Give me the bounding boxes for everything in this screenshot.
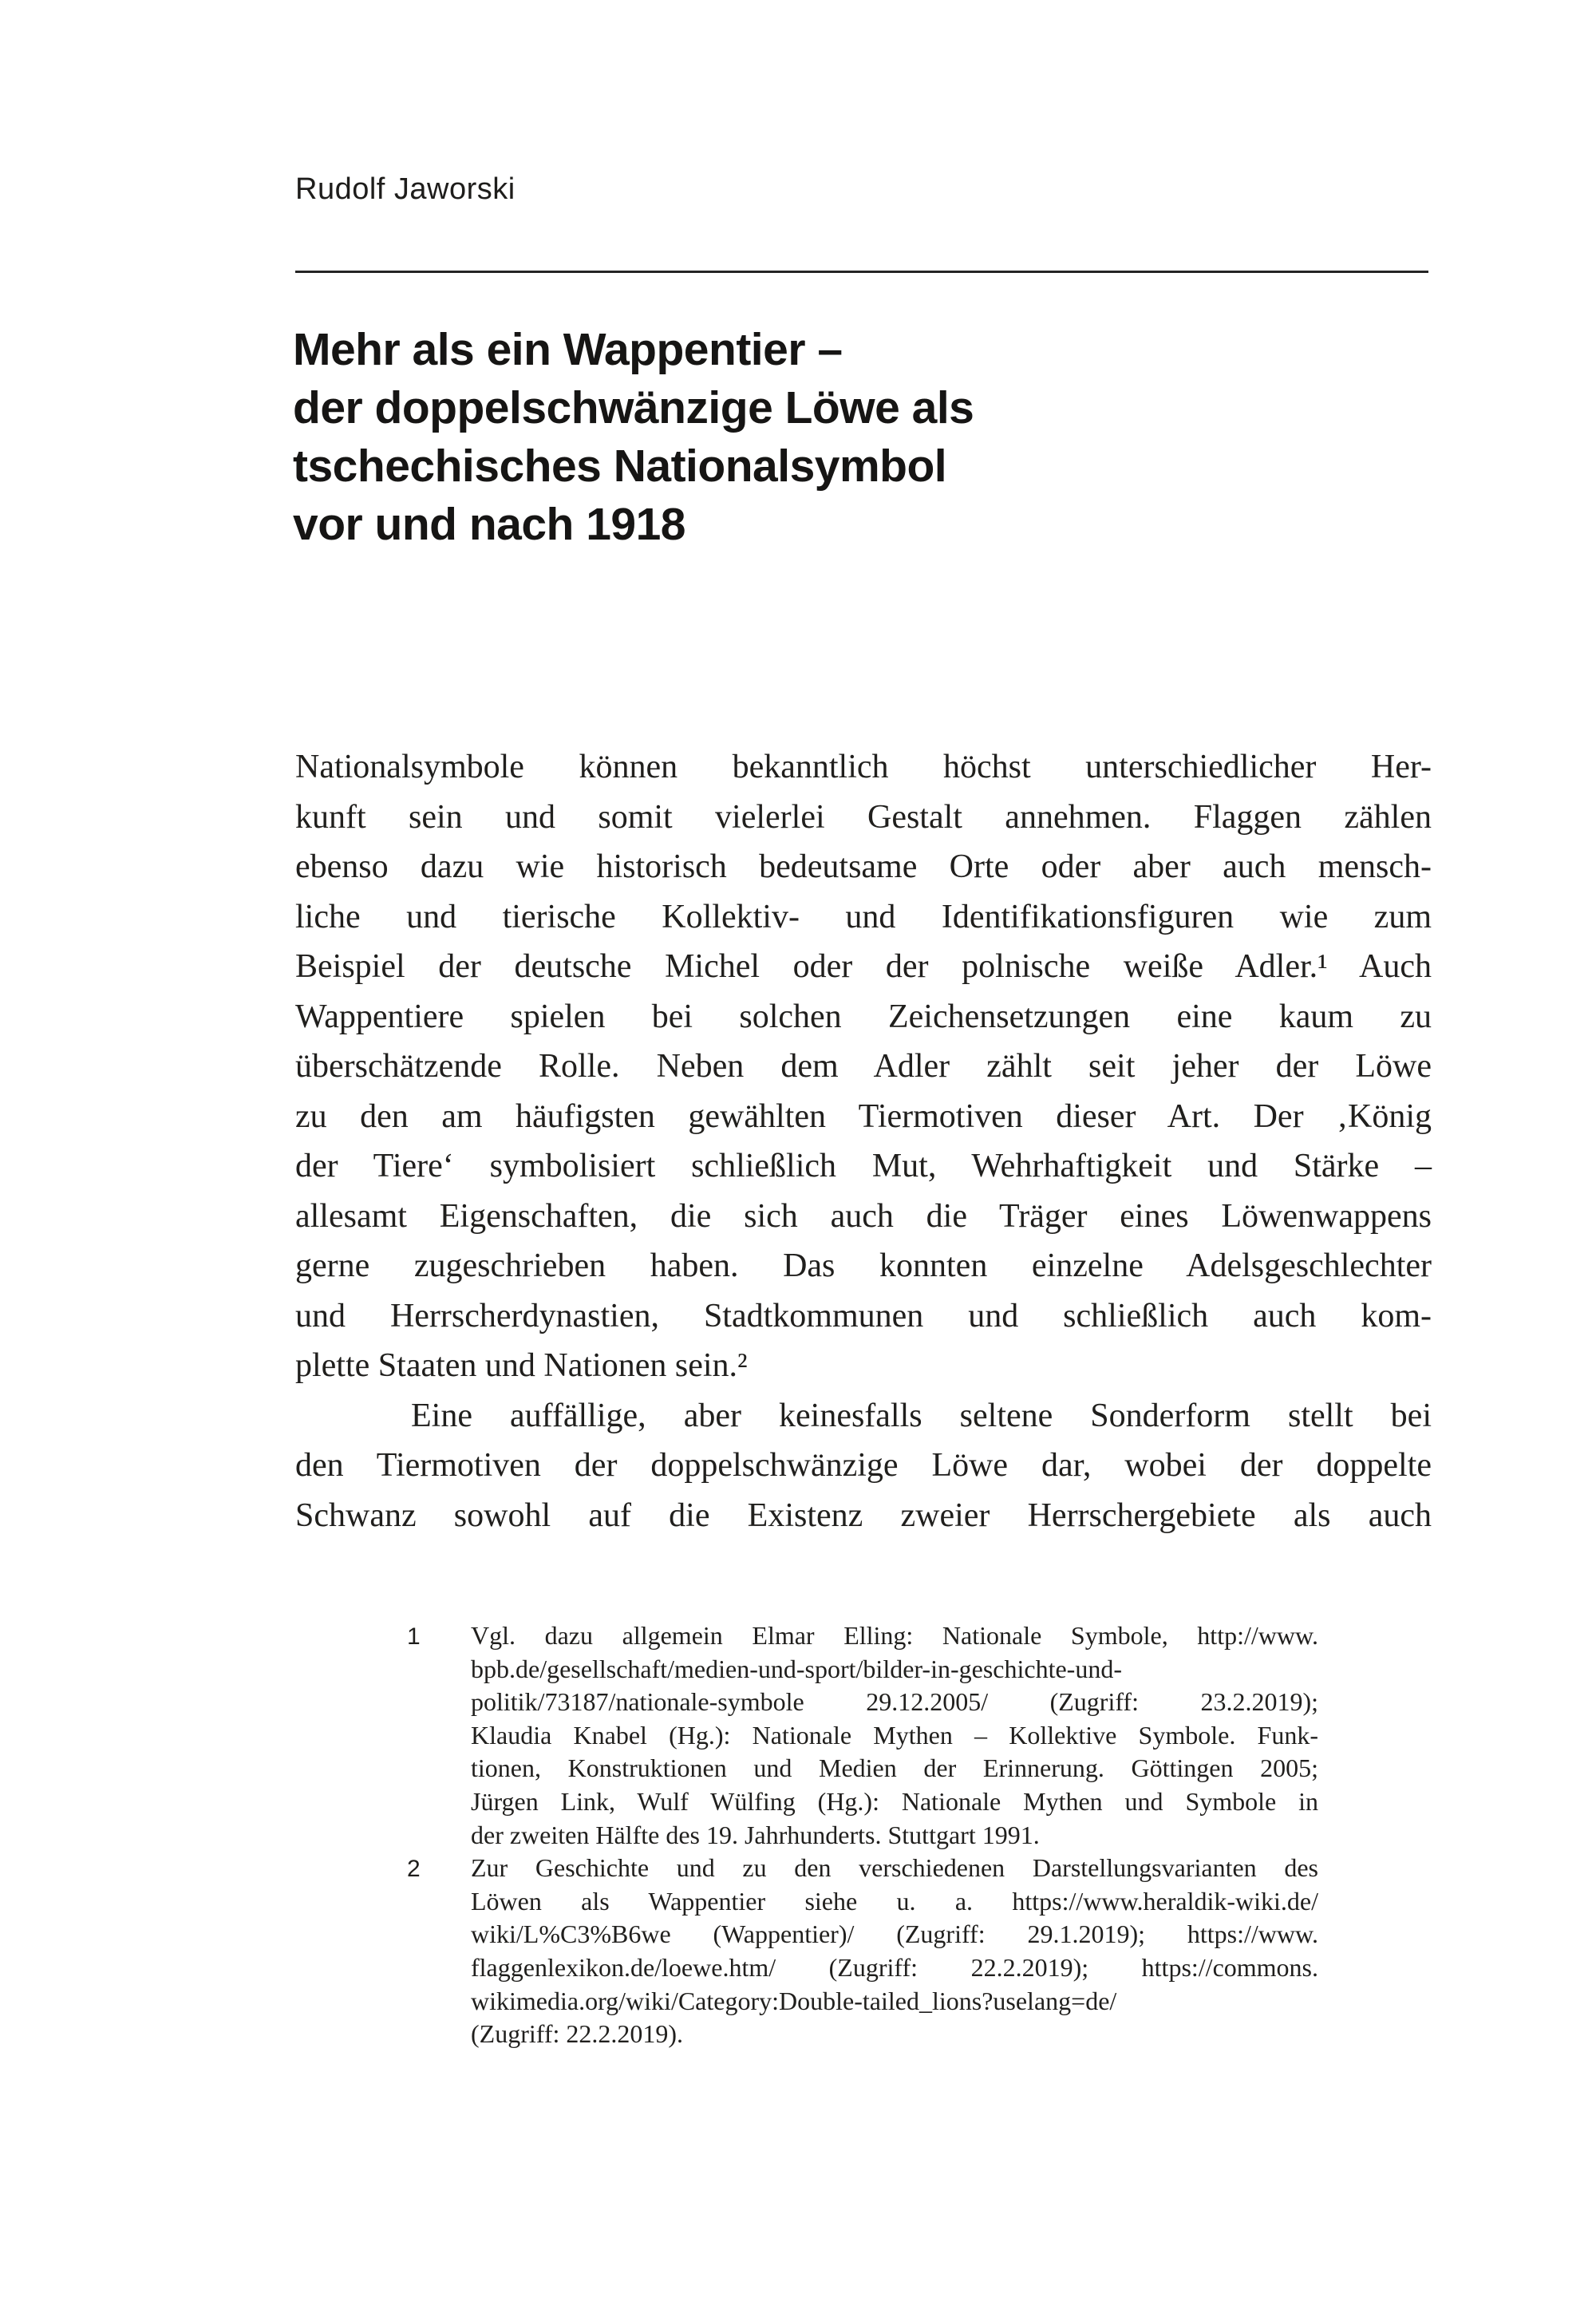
- footnote-number: 2: [407, 1856, 421, 1883]
- footnote-item: [295, 1619, 1428, 1852]
- article-title-line: vor und nach 1918: [293, 499, 686, 550]
- footnote-line: tionen, Konstruktionen und Medien der Erinnerung. Göttingen 2005;: [471, 1753, 1318, 1783]
- footnote-line: Löwen als Wappentier siehe u. a. https://www.heraldik-wiki.de/: [471, 1886, 1318, 1916]
- body-line: zu den am häufigsten gewählten Tiermotiven dieser Art. Der ‚König: [295, 1097, 1432, 1135]
- footnote-number: 1: [407, 1623, 421, 1650]
- footnotes: [295, 1619, 1428, 2051]
- article-title-line: Mehr als ein Wappentier –: [293, 324, 843, 375]
- footnote-line: der zweiten Hälfte des 19. Jahrhunderts. Stuttgart 1991.: [471, 1820, 1040, 1849]
- footnote-line: (Zugriff: 22.2.2019).: [471, 2019, 684, 2049]
- footnote-line: wikimedia.org/wiki/Category:Double-tailed_lions?uselang=de/: [471, 1986, 1117, 2015]
- footnote-line: wiki/L%C3%B6we (Wappentier)/ (Zugriff: 29.1.2019); https://www.: [471, 1920, 1318, 1949]
- body-line: und Herrscherdynastien, Stadtkommunen und schließlich auch kom-: [295, 1297, 1432, 1334]
- footnote-line: flaggenlexikon.de/loewe.htm/ (Zugriff: 22.2.2019); https://commons.: [471, 1952, 1318, 1982]
- footnote-text: [471, 1852, 1318, 2051]
- body-line: Wappentiere spielen bei solchen Zeichensetzungen eine kaum zu: [295, 998, 1432, 1035]
- author-name: Rudolf Jaworski: [295, 172, 516, 206]
- title-divider: [295, 271, 1428, 273]
- body-line: Nationalsymbole können bekanntlich höchst unterschiedlicher Her-: [295, 749, 1432, 785]
- body-line: den Tiermotiven der doppelschwänzige Löwe dar, wobei der doppelte: [295, 1447, 1432, 1484]
- footnote-line: Klaudia Knabel (Hg.): Nationale Mythen – Kollektive Symbole. Funk-: [471, 1720, 1318, 1750]
- footnote-line: politik/73187/nationale-symbole 29.12.2005/ (Zugriff: 23.2.2019);: [471, 1687, 1318, 1717]
- body-line: allesamt Eigenschaften, die sich auch die Träger eines Löwenwappens: [295, 1197, 1432, 1235]
- article-title: [293, 321, 1490, 554]
- body-paragraph: [295, 742, 1432, 1391]
- body-line: plette Staaten und Nationen sein.²: [295, 1347, 748, 1384]
- footnote-item: [295, 1852, 1428, 2051]
- body-line: Eine auffällige, aber keinesfalls seltene Sonderform stellt bei: [411, 1397, 1432, 1434]
- article-title-line: tschechisches Nationalsymbol: [293, 441, 947, 492]
- body-text: [295, 742, 1432, 1540]
- body-line: kunft sein und somit vielerlei Gestalt annehmen. Flaggen zählen: [295, 798, 1432, 836]
- footnote-line: Vgl. dazu allgemein Elmar Elling: Nationale Symbole, http://www.: [471, 1621, 1318, 1650]
- article-title-line: der doppelschwänzige Löwe als: [293, 382, 974, 433]
- body-line: Schwanz sowohl auf die Existenz zweier Herrschergebiete als auch: [295, 1497, 1432, 1534]
- body-line: überschätzende Rolle. Neben dem Adler zählt seit jeher der Löwe: [295, 1048, 1432, 1085]
- footnote-line: bpb.de/gesellschaft/medien-und-sport/bilder-in-geschichte-und-: [471, 1654, 1122, 1683]
- body-line: liche und tierische Kollektiv- und Identifikationsfiguren wie zum: [295, 898, 1432, 935]
- footnote-line: Jürgen Link, Wulf Wülfing (Hg.): Nationale Mythen und Symbole in: [471, 1786, 1318, 1816]
- body-paragraph: [295, 1391, 1432, 1541]
- footnote-line: Zur Geschichte und zu den verschiedenen Darstellungsvarianten des: [471, 1853, 1318, 1883]
- body-line: Beispiel der deutsche Michel oder der polnische weiße Adler.¹ Auch: [295, 948, 1432, 985]
- body-line: der Tiere‘ symbolisiert schließlich Mut, Wehrhaftigkeit und Stärke –: [295, 1148, 1432, 1184]
- body-line: gerne zugeschrieben haben. Das konnten einzelne Adelsgeschlechter: [295, 1247, 1432, 1284]
- body-line: ebenso dazu wie historisch bedeutsame Orte oder aber auch mensch-: [295, 848, 1432, 885]
- footnote-text: [471, 1619, 1318, 1852]
